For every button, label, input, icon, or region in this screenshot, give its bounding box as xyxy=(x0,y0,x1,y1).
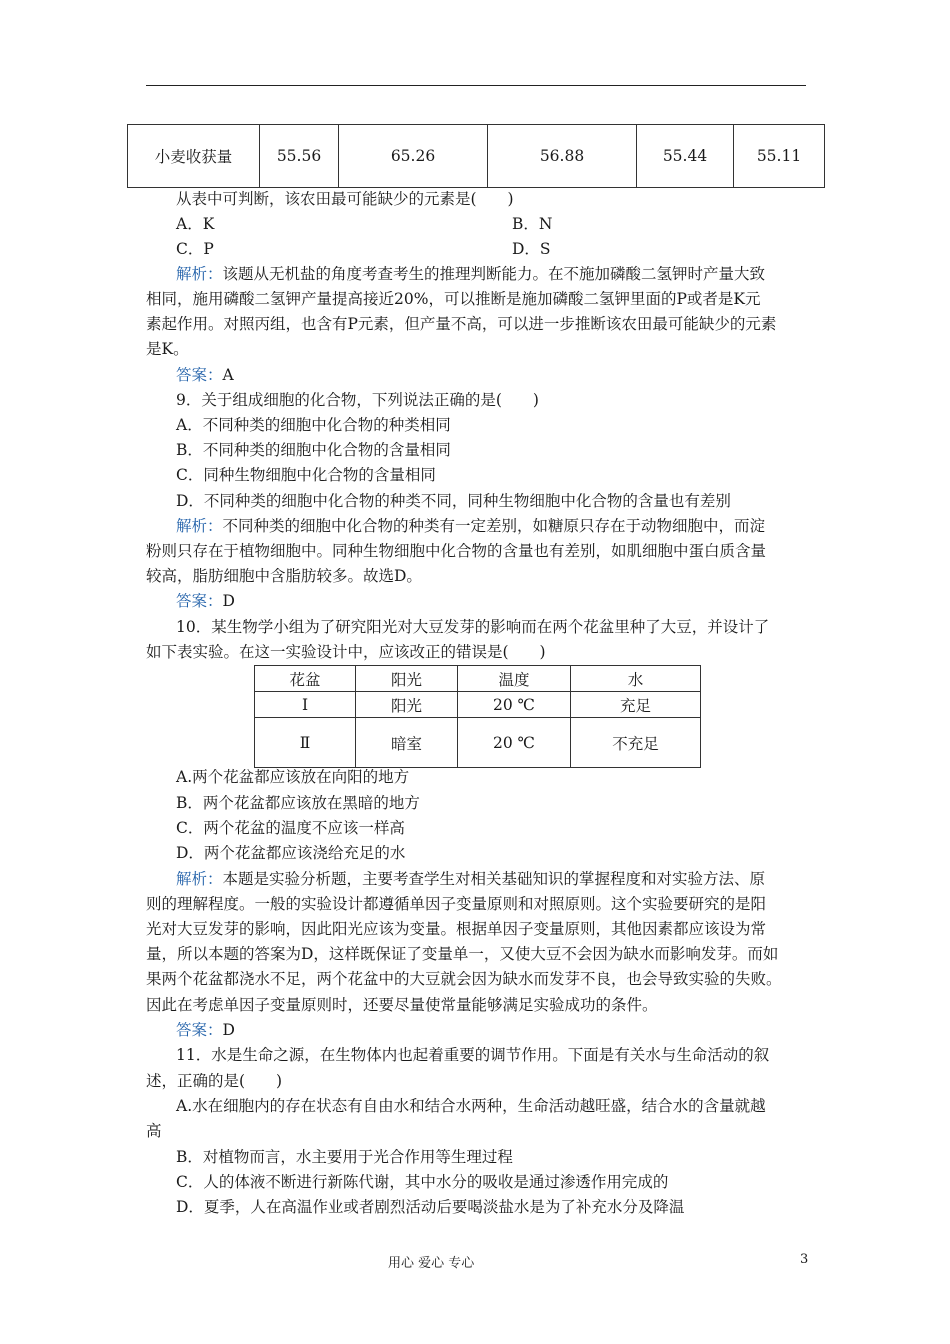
q9-stem: 9．关于组成细胞的化合物，下列说法正确的是( ) xyxy=(176,391,539,409)
q8-option-c: C．P xyxy=(176,240,214,258)
table-cell: 充足 xyxy=(571,692,701,718)
q10-analysis-line: 因此在考虑单因子变量原则时，还要尽量使常量能够满足实验成功的条件。 xyxy=(146,996,658,1014)
q9-analysis-line: 较高，脂肪细胞中含脂肪较多。故选D。 xyxy=(146,567,422,585)
q11-option-d: D．夏季，人在高温作业或者剧烈活动后要喝淡盐水是为了补充水分及降温 xyxy=(176,1198,685,1216)
q9-answer: 答案：D xyxy=(176,592,235,610)
q11-option-b: B．对植物而言，水主要用于光合作用等生理过程 xyxy=(176,1148,513,1166)
table-cell: 不充足 xyxy=(571,718,701,768)
header-rule xyxy=(146,85,806,86)
analysis-label: 解析： xyxy=(176,870,223,888)
table-cell: Ⅰ xyxy=(255,692,356,718)
table-row xyxy=(128,125,825,188)
analysis-label: 解析： xyxy=(176,265,223,283)
q10-option-c: C．两个花盆的温度不应该一样高 xyxy=(176,819,405,837)
q11-option-c: C．人的体液不断进行新陈代谢，其中水分的吸收是通过渗透作用完成的 xyxy=(176,1173,669,1191)
q10-analysis-line: 解析：本题是实验分析题，主要考查学生对相关基础知识的掌握程度和对实验方法、原 xyxy=(176,870,766,888)
table-row xyxy=(255,692,701,718)
table-row xyxy=(255,666,701,692)
q10-answer: 答案：D xyxy=(176,1021,235,1039)
q10-option-b: B．两个花盆都应该放在黑暗的地方 xyxy=(176,794,420,812)
table-header: 温度 xyxy=(458,666,571,692)
table-cell: 55.44 xyxy=(637,125,734,188)
q8-analysis-line: 素起作用。对照丙组，也含有P元素，但产量不高，可以进一步推断该农田最可能缺少的元素 xyxy=(146,315,777,333)
table-cell: Ⅱ xyxy=(255,718,356,768)
q8-analysis-line: 相同，施用磷酸二氢钾产量提高接近20%，可以推断是施加磷酸二氢钾里面的P或者是K元 xyxy=(146,290,761,308)
q8-stem: 从表中可判断，该农田最可能缺少的元素是( ) xyxy=(176,190,514,208)
table-cell: 20 ℃ xyxy=(458,692,571,718)
q8-option-b: B．N xyxy=(512,215,553,233)
answer-label: 答案： xyxy=(176,1021,223,1039)
q10-stem-line: 如下表实验。在这一实验设计中，应该改正的错误是( ) xyxy=(146,643,546,661)
q9-analysis-line: 解析：不同种类的细胞中化合物的种类有一定差别，如糖原只存在于动物细胞中，而淀 xyxy=(176,517,766,535)
q8-answer: 答案：A xyxy=(176,366,234,384)
q11-stem-line: 11．水是生命之源，在生物体内也起着重要的调节作用。下面是有关水与生命活动的叙 xyxy=(176,1046,770,1064)
table-row xyxy=(255,718,701,768)
q9-option-c: C．同种生物细胞中化合物的含量相同 xyxy=(176,466,436,484)
experiment-table xyxy=(254,665,701,768)
analysis-label: 解析： xyxy=(176,517,223,535)
page-footer: 用心 爱心 专心 xyxy=(388,1256,475,1271)
table-cell: 暗室 xyxy=(356,718,458,768)
table-cell-label: 小麦收获量 xyxy=(128,125,260,188)
table-cell: 65.26 xyxy=(339,125,488,188)
q10-analysis-line: 光对大豆发芽的影响，因此阳光应该为变量。根据单因子变量原则，其他因素都应该设为常 xyxy=(146,920,767,938)
q9-analysis-line: 粉则只存在于植物细胞中。同种生物细胞中化合物的含量也有差别，如肌细胞中蛋白质含量 xyxy=(146,542,767,560)
q11-stem-line: 述，正确的是( ) xyxy=(146,1072,283,1090)
q10-option-a: A.两个花盆都应该放在向阳的地方 xyxy=(176,768,410,786)
answer-label: 答案： xyxy=(176,366,223,384)
table-header: 阳光 xyxy=(356,666,458,692)
q11-option-a-cont: 高 xyxy=(146,1122,162,1140)
q8-analysis-line: 是K。 xyxy=(146,340,189,358)
q9-option-d: D．不同种类的细胞中化合物的种类不同，同种生物细胞中化合物的含量也有差别 xyxy=(176,492,731,510)
q10-stem-line: 10．某生物学小组为了研究阳光对大豆发芽的影响而在两个花盆里种了大豆，并设计了 xyxy=(176,618,770,636)
table-cell: 55.56 xyxy=(260,125,339,188)
q10-option-d: D．两个花盆都应该浇给充足的水 xyxy=(176,844,406,862)
harvest-table xyxy=(127,124,825,188)
q11-option-a: A.水在细胞内的存在状态有自由水和结合水两种，生命活动越旺盛，结合水的含量就越 xyxy=(176,1097,766,1115)
table-cell: 56.88 xyxy=(488,125,637,188)
table-header: 花盆 xyxy=(255,666,356,692)
table-cell: 55.11 xyxy=(734,125,825,188)
table-cell: 阳光 xyxy=(356,692,458,718)
q10-analysis-line: 果两个花盆都浇水不足，两个花盆中的大豆就会因为缺水而发芽不良，也会导致实验的失败。 xyxy=(146,970,782,988)
q10-analysis-line: 量，所以本题的答案为D，这样既保证了变量单一，又使大豆不会因为缺水而影响发芽。而如 xyxy=(146,945,779,963)
page-number: 3 xyxy=(800,1252,809,1267)
q9-option-a: A．不同种类的细胞中化合物的种类相同 xyxy=(176,416,451,434)
table-cell: 20 ℃ xyxy=(458,718,571,768)
q9-option-b: B．不同种类的细胞中化合物的含量相同 xyxy=(176,441,451,459)
table-header: 水 xyxy=(571,666,701,692)
q8-option-d: D．S xyxy=(512,240,551,258)
q10-analysis-line: 则的理解程度。一般的实验设计都遵循单因子变量原则和对照原则。这个实验要研究的是阳 xyxy=(146,895,767,913)
q8-option-a: A．K xyxy=(176,215,215,233)
q8-analysis-line: 解析：该题从无机盐的角度考查考生的推理判断能力。在不施加磷酸二氢钾时产量大致 xyxy=(176,265,766,283)
answer-label: 答案： xyxy=(176,592,223,610)
